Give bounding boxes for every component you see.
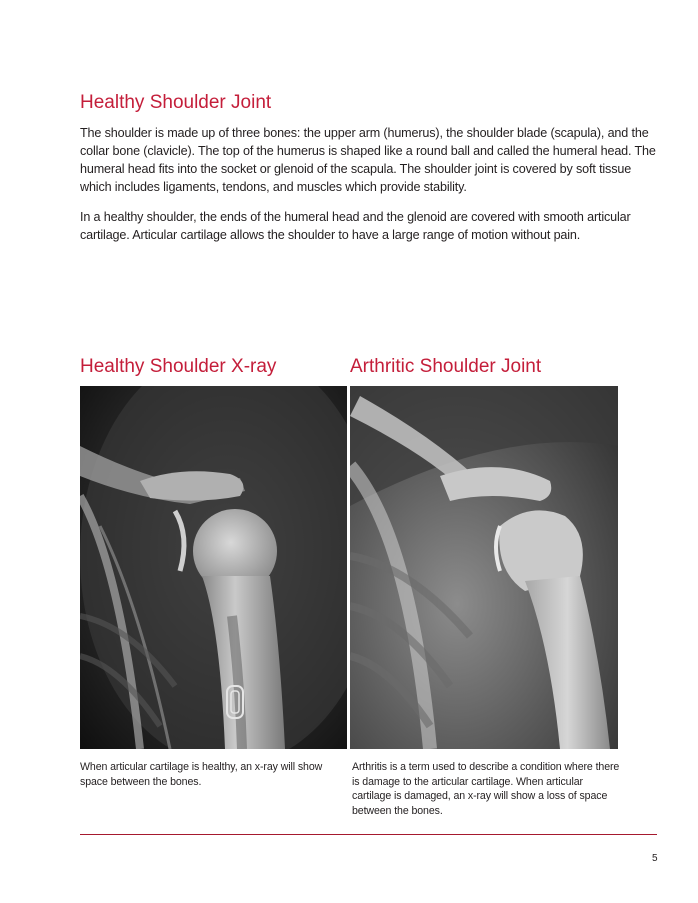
arthritic-joint-caption: Arthritis is a term used to describe a condition where there is damage to the articular cartilage. When articular cartilage is damaged, an x-ray will show a loss of space between the bones. — [352, 761, 620, 817]
section-title: Healthy Shoulder Joint — [80, 92, 272, 113]
intro-paragraph: The shoulder is made up of three bones: the upper arm (humerus), the shoulder blade (scapula), and the collar bone (clavicle). The top of the humerus is shaped like a round ball and called the humeral head. The humeral head fits into the socket or glenoid of the scapula. The shoulder joint is covered by soft tissue which includes ligaments, tendons, and muscles which provide stability. — [80, 126, 656, 194]
footer-divider — [80, 834, 657, 835]
arthritic-joint-title: Arthritic Shoulder Joint — [350, 356, 542, 377]
healthy-shoulder-xray-image — [80, 386, 347, 749]
cartilage-paragraph: In a healthy shoulder, the ends of the humeral head and the glenoid are covered with smooth articular cartilage. Articular cartilage allows the shoulder to have a large range of motion without pain. — [80, 210, 631, 242]
healthy-xray-title: Healthy Shoulder X-ray — [80, 356, 277, 377]
arthritic-shoulder-xray-image — [350, 386, 618, 749]
healthy-xray-caption: When articular cartilage is healthy, an x-ray will show space between the bones. — [80, 761, 323, 788]
page-number: 5 — [652, 853, 658, 864]
